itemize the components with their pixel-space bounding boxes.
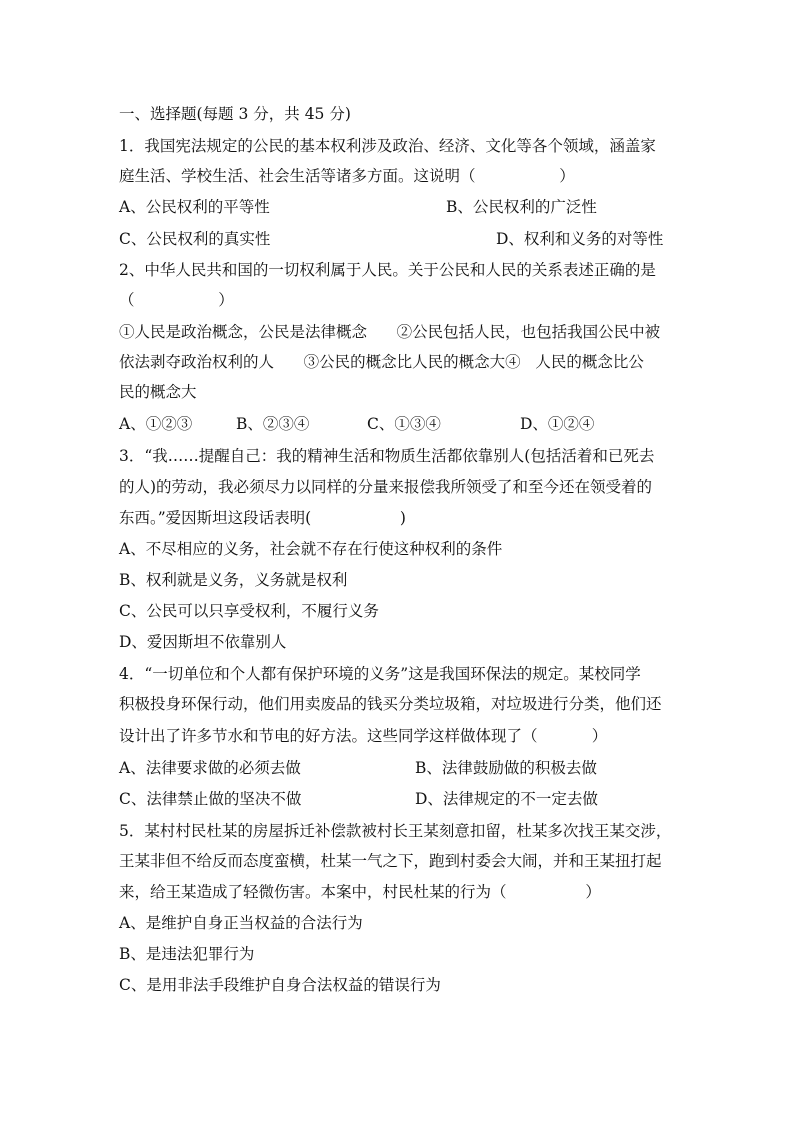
q2-option-d: D、①②④ (520, 415, 595, 433)
q5-line3: 来，给王某造成了轻微伤害。本案中，村民杜某的行为（ ） (119, 883, 601, 901)
q5-option-c: C、是用非法手段维护自身合法权益的错误行为 (119, 976, 441, 994)
q4-line1: 4．“一切单位和个人都有保护环境的义务”这是我国环保法的规定。某校同学 (119, 665, 641, 683)
q3-line2: 的人)的劳动，我必须尽力以同样的分量来报偿我所领受了和至今还在领受着的 (119, 478, 653, 496)
q2-option-a: A、①②③ (119, 415, 193, 433)
q3-line3: 东西。”爱因斯坦这段话表明( ) (119, 509, 406, 527)
q3-option-b: B、权利就是义务，义务就是权利 (119, 571, 348, 589)
q1-line1: 1．我国宪法规定的公民的基本权利涉及政治、经济、文化等各个领域，涵盖家 (119, 137, 656, 155)
q2-line5: 民的概念大 (119, 383, 197, 401)
q2-line3: ①人民是政治概念，公民是法律概念 ②公民包括人民，也包括我国公民中被 (119, 323, 661, 341)
q4-line3: 设计出了许多节水和节电的好方法。这些同学这样做体现了（ ） (119, 727, 608, 745)
q4-option-b: B、法律鼓励做的积极去做 (415, 759, 597, 777)
q1-line2: 庭生活、学校生活、社会生活等诸多方面。这说明（ ） (119, 167, 575, 185)
q5-option-b: B、是违法犯罪行为 (119, 945, 255, 963)
q3-line1: 3．“我……提醒自己：我的精神生活和物质生活都依靠别人(包括活着和已死去 (119, 447, 655, 465)
q1-option-a: A、公民权利的平等性 (119, 198, 270, 216)
q4-option-d: D、法律规定的不一定去做 (415, 790, 598, 808)
section-title: 一、选择题(每题 3 分，共 45 分) (119, 105, 351, 123)
q2-line1: 2、中华人民共和国的一切权利属于人民。关于公民和人民的关系表述正确的是 (119, 261, 656, 279)
q3-option-c: C、公民可以只享受权利，不履行义务 (119, 602, 379, 620)
q5-line2: 王某非但不给反而态度蛮横，杜某一气之下，跑到村委会大闹，并和王某扭打起 (119, 852, 662, 870)
q2-line4: 依法剥夺政治权利的人 ③公民的概念比人民的概念大④ 人民的概念比公 (119, 353, 644, 371)
q4-line2: 积极投身环保行动，他们用卖废品的钱买分类垃圾箱，对垃圾进行分类，他们还 (119, 695, 662, 713)
q2-option-c: C、①③④ (367, 415, 441, 433)
q1-option-b: B、公民权利的广泛性 (446, 198, 597, 216)
q4-option-a: A、法律要求做的必须去做 (119, 759, 301, 777)
q5-line1: 5．某村村民杜某的房屋拆迁补偿款被村长王某刻意扣留，杜某多次找王某交涉， (119, 822, 672, 840)
q3-option-a: A、不尽相应的义务，社会就不存在行使这种权利的条件 (119, 540, 503, 558)
q1-option-d: D、权利和义务的对等性 (496, 230, 664, 248)
q3-option-d: D、爱因斯坦不依靠别人 (119, 633, 287, 651)
q1-option-c: C、公民权利的真实性 (119, 230, 271, 248)
q2-option-b: B、②③④ (236, 415, 310, 433)
q4-option-c: C、法律禁止做的坚决不做 (119, 790, 302, 808)
q2-line2: （ ） (119, 291, 234, 309)
q5-option-a: A、是维护自身正当权益的合法行为 (119, 914, 363, 932)
